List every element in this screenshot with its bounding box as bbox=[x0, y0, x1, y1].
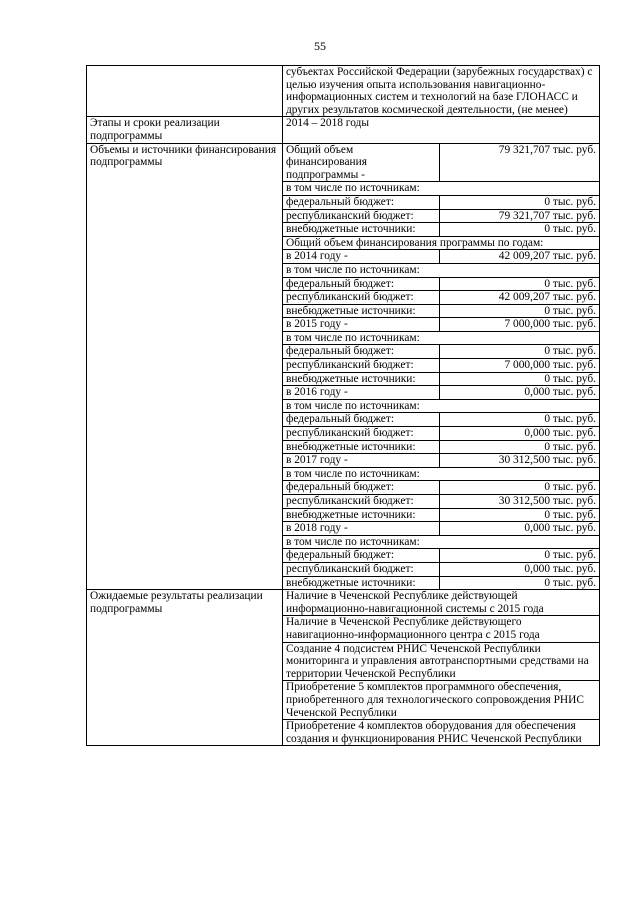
financing-item-value: 0 тыс. руб. bbox=[439, 481, 599, 495]
passport-table bbox=[86, 65, 600, 746]
results-label: Ожидаемые результаты реализации подпрограммы bbox=[87, 590, 283, 746]
financing-item-value: 79 321,707 тыс. руб. bbox=[439, 209, 599, 223]
financing-item-value: 0 тыс. руб. bbox=[439, 372, 599, 386]
financing-item-label: внебюджетные источники: bbox=[283, 576, 439, 589]
financing-row bbox=[283, 440, 599, 454]
financing-subheader: в том числе по источникам: bbox=[283, 331, 599, 345]
financing-row bbox=[283, 318, 599, 332]
financing-row bbox=[283, 209, 599, 223]
financing-item-value: 7 000,000 тыс. руб. bbox=[439, 318, 599, 332]
financing-item-label: республиканский бюджет: bbox=[283, 427, 439, 441]
financing-item-label: Общий объем финансирования подпрограммы - bbox=[283, 144, 439, 182]
financing-item-value: 0 тыс. руб. bbox=[439, 508, 599, 522]
financing-item-label: в 2017 году - bbox=[283, 454, 439, 468]
financing-item-value: 0,000 тыс. руб. bbox=[439, 562, 599, 576]
financing-item-label: внебюджетные источники: bbox=[283, 304, 439, 318]
stages-value: 2014 – 2018 годы bbox=[283, 117, 600, 143]
financing-item-label: республиканский бюджет: bbox=[283, 562, 439, 576]
financing-row bbox=[283, 386, 599, 400]
financing-row bbox=[283, 427, 599, 441]
financing-row bbox=[283, 481, 599, 495]
financing-item-label: внебюджетные источники: bbox=[283, 508, 439, 522]
row-label bbox=[87, 66, 283, 117]
row-value: субъектах Российской Федерации (зарубежных государствах) с целью изучения опыта использования навигационно-информационных систем и технологий на базе ГЛОНАСС и других результатов космической деятельности, (не менее) bbox=[283, 66, 600, 117]
result-item: Наличие в Чеченской Республике действующего навигационно-информационного центра с 2015 года bbox=[283, 616, 599, 642]
financing-row bbox=[283, 250, 599, 264]
financing-item-label: внебюджетные источники: bbox=[283, 372, 439, 386]
financing-row bbox=[283, 345, 599, 359]
financing-row bbox=[283, 467, 599, 481]
financing-subheader: в том числе по источникам: bbox=[283, 399, 599, 413]
financing-item-value: 0 тыс. руб. bbox=[439, 413, 599, 427]
financing-item-label: республиканский бюджет: bbox=[283, 291, 439, 305]
financing-row bbox=[283, 549, 599, 563]
financing-row bbox=[283, 413, 599, 427]
financing-item-value: 0,000 тыс. руб. bbox=[439, 427, 599, 441]
financing-subheader: в том числе по источникам: bbox=[283, 263, 599, 277]
financing-item-label: федеральный бюджет: bbox=[283, 413, 439, 427]
financing-item-value: 0 тыс. руб. bbox=[439, 223, 599, 237]
financing-subheader: Общий объем финансирования программы по годам: bbox=[283, 236, 599, 250]
financing-item-value: 0 тыс. руб. bbox=[439, 195, 599, 209]
financing-row bbox=[283, 562, 599, 576]
financing-row bbox=[283, 495, 599, 509]
financing-row bbox=[283, 535, 599, 549]
financing-row bbox=[283, 359, 599, 373]
financing-item-value: 30 312,500 тыс. руб. bbox=[439, 495, 599, 509]
financing-row bbox=[283, 277, 599, 291]
result-item: Приобретение 4 комплектов оборудования для обеспечения создания и функционирования РНИС Чеченской Республики bbox=[286, 720, 582, 745]
financing-item-value: 0 тыс. руб. bbox=[439, 304, 599, 318]
page-number: 55 bbox=[314, 39, 326, 53]
financing-table bbox=[283, 144, 599, 590]
financing-row bbox=[283, 291, 599, 305]
financing-item-label: в 2016 году - bbox=[283, 386, 439, 400]
financing-row bbox=[283, 304, 599, 318]
financing-item-label: федеральный бюджет: bbox=[283, 277, 439, 291]
financing-item-value: 0,000 тыс. руб. bbox=[439, 386, 599, 400]
financing-item-value: 30 312,500 тыс. руб. bbox=[439, 454, 599, 468]
financing-row bbox=[283, 372, 599, 386]
financing-item-label: федеральный бюджет: bbox=[283, 195, 439, 209]
financing-item-value: 0 тыс. руб. bbox=[544, 576, 596, 589]
financing-row bbox=[283, 195, 599, 209]
result-item: Наличие в Чеченской Республике действующей информационно-навигационной системы с 2015 года bbox=[283, 590, 599, 616]
financing-item-value: 0 тыс. руб. bbox=[439, 345, 599, 359]
table-row bbox=[87, 117, 600, 143]
financing-item-value: 42 009,207 тыс. руб. bbox=[439, 291, 599, 305]
financing-cell bbox=[283, 143, 600, 590]
financing-row bbox=[283, 223, 599, 237]
result-item: Создание 4 подсистем РНИС Чеченской Республики мониторинга и управления автотранспортными средствами на территории Чеченской Республики bbox=[283, 643, 599, 682]
financing-subheader: в том числе по источникам: bbox=[283, 467, 599, 481]
financing-item-label: в 2014 году - bbox=[283, 250, 439, 264]
financing-item-label: республиканский бюджет: bbox=[283, 495, 439, 509]
financing-item-label: республиканский бюджет: bbox=[283, 209, 439, 223]
financing-item-label: федеральный бюджет: bbox=[283, 481, 439, 495]
financing-item-value: 0,000 тыс. руб. bbox=[439, 522, 599, 536]
financing-item-label: в 2015 году - bbox=[283, 318, 439, 332]
financing-subheader: в том числе по источникам: bbox=[283, 535, 599, 549]
results-list bbox=[283, 590, 599, 745]
financing-item-value: 7 000,000 тыс. руб. bbox=[439, 359, 599, 373]
financing-item-value: 79 321,707 тыс. руб. bbox=[439, 144, 599, 182]
table-row bbox=[87, 143, 600, 590]
financing-item-label: внебюджетные источники: bbox=[283, 440, 439, 454]
financing-item-label: федеральный бюджет: bbox=[283, 549, 439, 563]
result-item: Приобретение 5 комплектов программного обеспечения, приобретенного для технологического сопровождения РНИС Чеченской Республики bbox=[283, 681, 599, 720]
financing-item-value: 0 тыс. руб. bbox=[439, 277, 599, 291]
financing-item-label: в 2018 году - bbox=[283, 522, 439, 536]
financing-row bbox=[283, 263, 599, 277]
table-row bbox=[87, 66, 600, 117]
financing-row bbox=[283, 331, 599, 345]
financing-item-value: 0 тыс. руб. bbox=[439, 549, 599, 563]
financing-row bbox=[283, 182, 599, 196]
financing-item-value: 42 009,207 тыс. руб. bbox=[439, 250, 599, 264]
financing-subheader: в том числе по источникам: bbox=[283, 182, 599, 196]
financing-row bbox=[283, 522, 599, 536]
financing-row bbox=[283, 236, 599, 250]
results-cell bbox=[283, 590, 600, 746]
financing-row bbox=[283, 454, 599, 468]
financing-item-label: федеральный бюджет: bbox=[283, 345, 439, 359]
stages-label: Этапы и сроки реализации подпрограммы bbox=[87, 117, 283, 143]
financing-label: Объемы и источники финансирования подпрограммы bbox=[87, 143, 283, 590]
financing-item-value: 0 тыс. руб. bbox=[439, 440, 599, 454]
financing-row bbox=[283, 144, 599, 182]
financing-row bbox=[283, 508, 599, 522]
financing-row bbox=[283, 399, 599, 413]
table-row bbox=[87, 590, 600, 746]
financing-item-label: республиканский бюджет: bbox=[283, 359, 439, 373]
financing-row bbox=[283, 576, 599, 589]
financing-item-label: внебюджетные источники: bbox=[283, 223, 439, 237]
